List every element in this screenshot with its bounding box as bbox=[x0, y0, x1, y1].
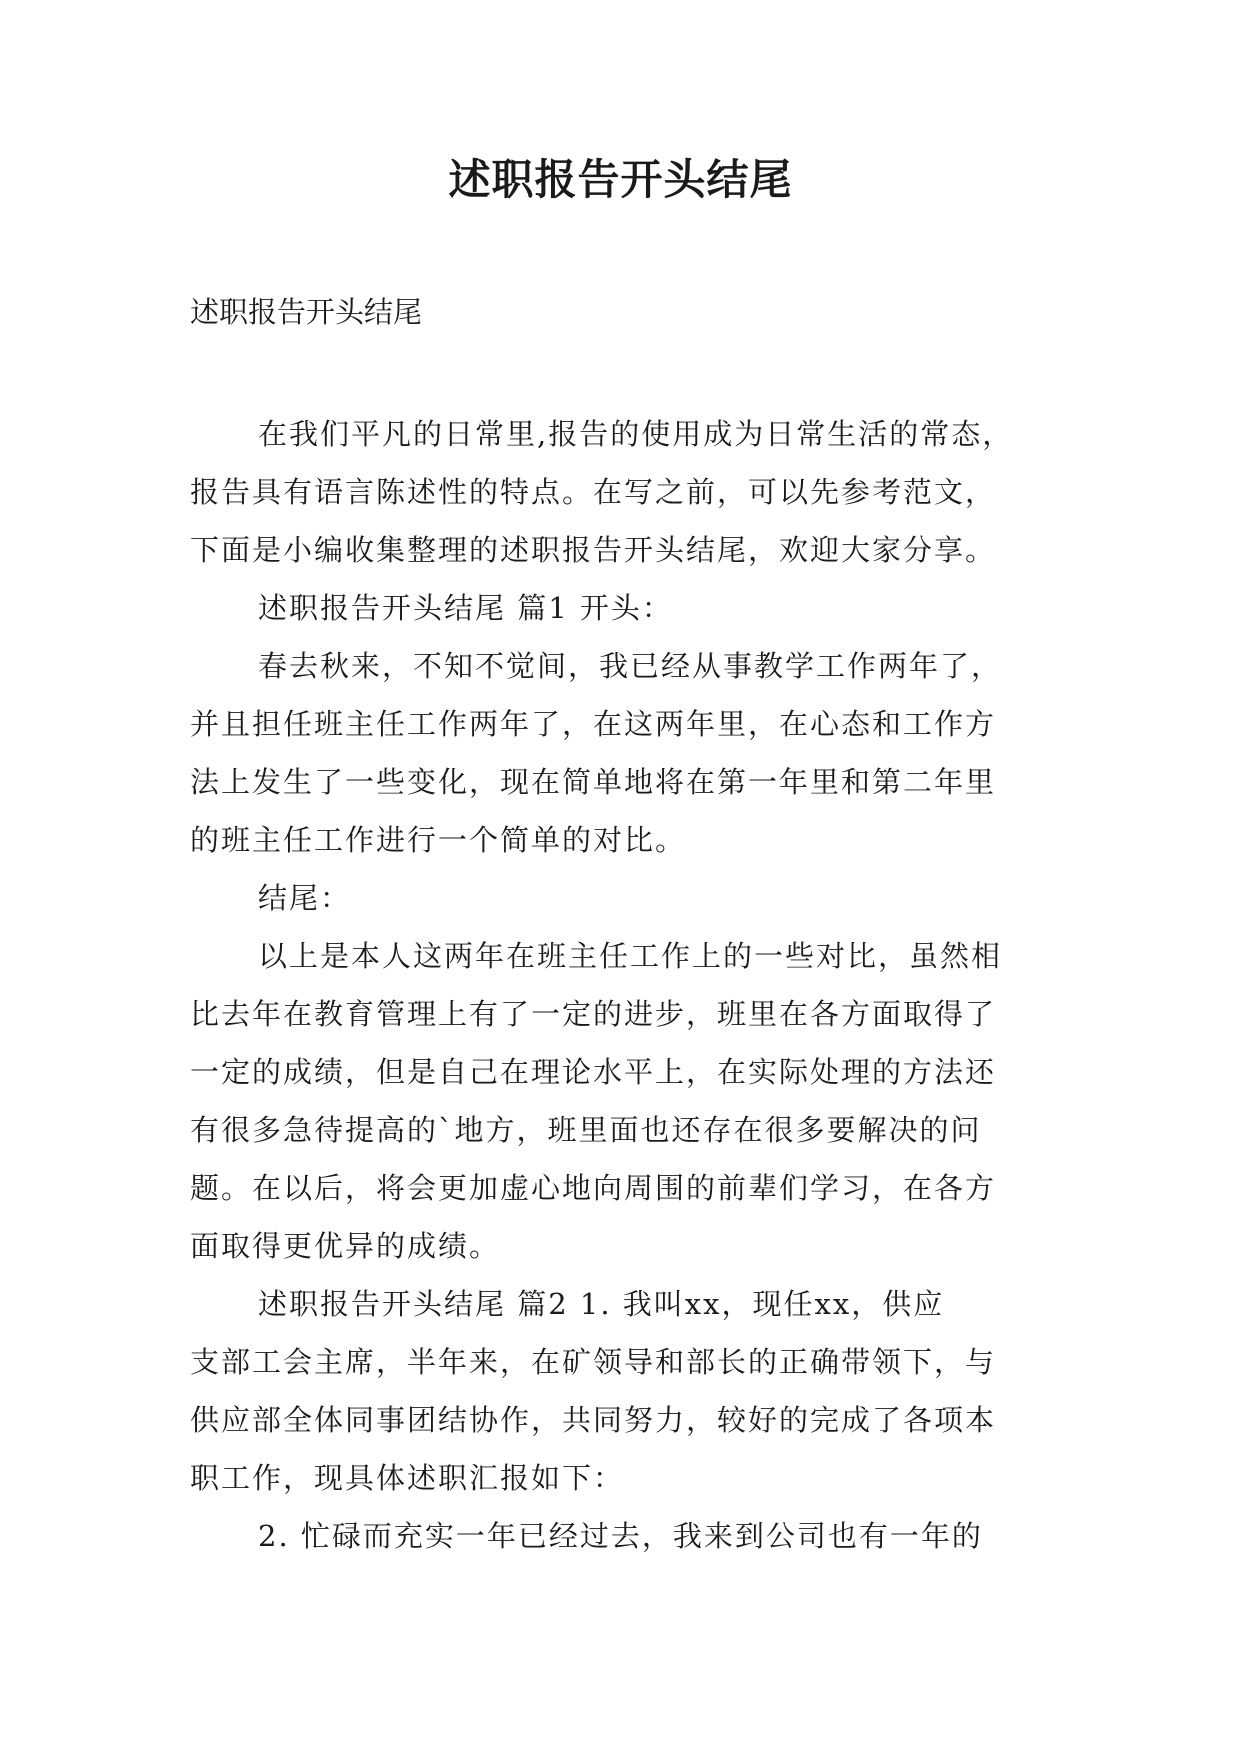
body-line: 述职报告开头结尾 篇2 1. 我叫xx，现任xx，供应 bbox=[258, 1287, 945, 1321]
body-line: 法上发生了一些变化，现在简单地将在第一年里和第二年里 bbox=[190, 765, 997, 799]
body-line: 比去年在教育管理上有了一定的进步，班里在各方面取得了 bbox=[190, 997, 997, 1031]
body-line: 支部工会主席，半年来，在矿领导和部长的正确带领下，与 bbox=[190, 1345, 997, 1379]
body-line: 一定的成绩，但是自己在理论水平上，在实际处理的方法还 bbox=[190, 1055, 997, 1089]
body-line: 面取得更优异的成绩。 bbox=[190, 1229, 501, 1263]
body-line: 在我们平凡的日常里,报告的使用成为日常生活的常态， bbox=[258, 417, 1014, 451]
body-line: 述职报告开头结尾 篇1 开头： bbox=[258, 591, 673, 625]
body-line: 2. 忙碌而充实一年已经过去，我来到公司也有一年的 bbox=[258, 1519, 983, 1553]
document-body bbox=[190, 405, 1070, 1565]
body-line: 并且担任班主任工作两年了，在这两年里，在心态和工作方 bbox=[190, 707, 997, 741]
body-line: 有很多急待提高的`地方，班里面也还存在很多要解决的问 bbox=[190, 1113, 982, 1147]
body-line: 报告具有语言陈述性的特点。在写之前，可以先参考范文， bbox=[190, 475, 997, 509]
document-subtitle: 述职报告开头结尾 bbox=[190, 295, 423, 329]
body-line: 春去秋来，不知不觉间，我已经从事教学工作两年了， bbox=[258, 649, 1003, 683]
body-line: 下面是小编收集整理的述职报告开头结尾，欢迎大家分享。 bbox=[190, 533, 997, 567]
body-line: 的班主任工作进行一个简单的对比。 bbox=[190, 823, 687, 857]
body-line: 供应部全体同事团结协作，共同努力，较好的完成了各项本 bbox=[190, 1403, 997, 1437]
body-line: 题。在以后，将会更加虚心地向周围的前辈们学习，在各方 bbox=[190, 1171, 997, 1205]
body-line: 结尾： bbox=[258, 881, 352, 915]
body-line: 以上是本人这两年在班主任工作上的一些对比，虽然相 bbox=[258, 939, 1003, 973]
document-title: 述职报告开头结尾 bbox=[448, 155, 793, 204]
body-line: 职工作，现具体述职汇报如下： bbox=[190, 1461, 625, 1495]
